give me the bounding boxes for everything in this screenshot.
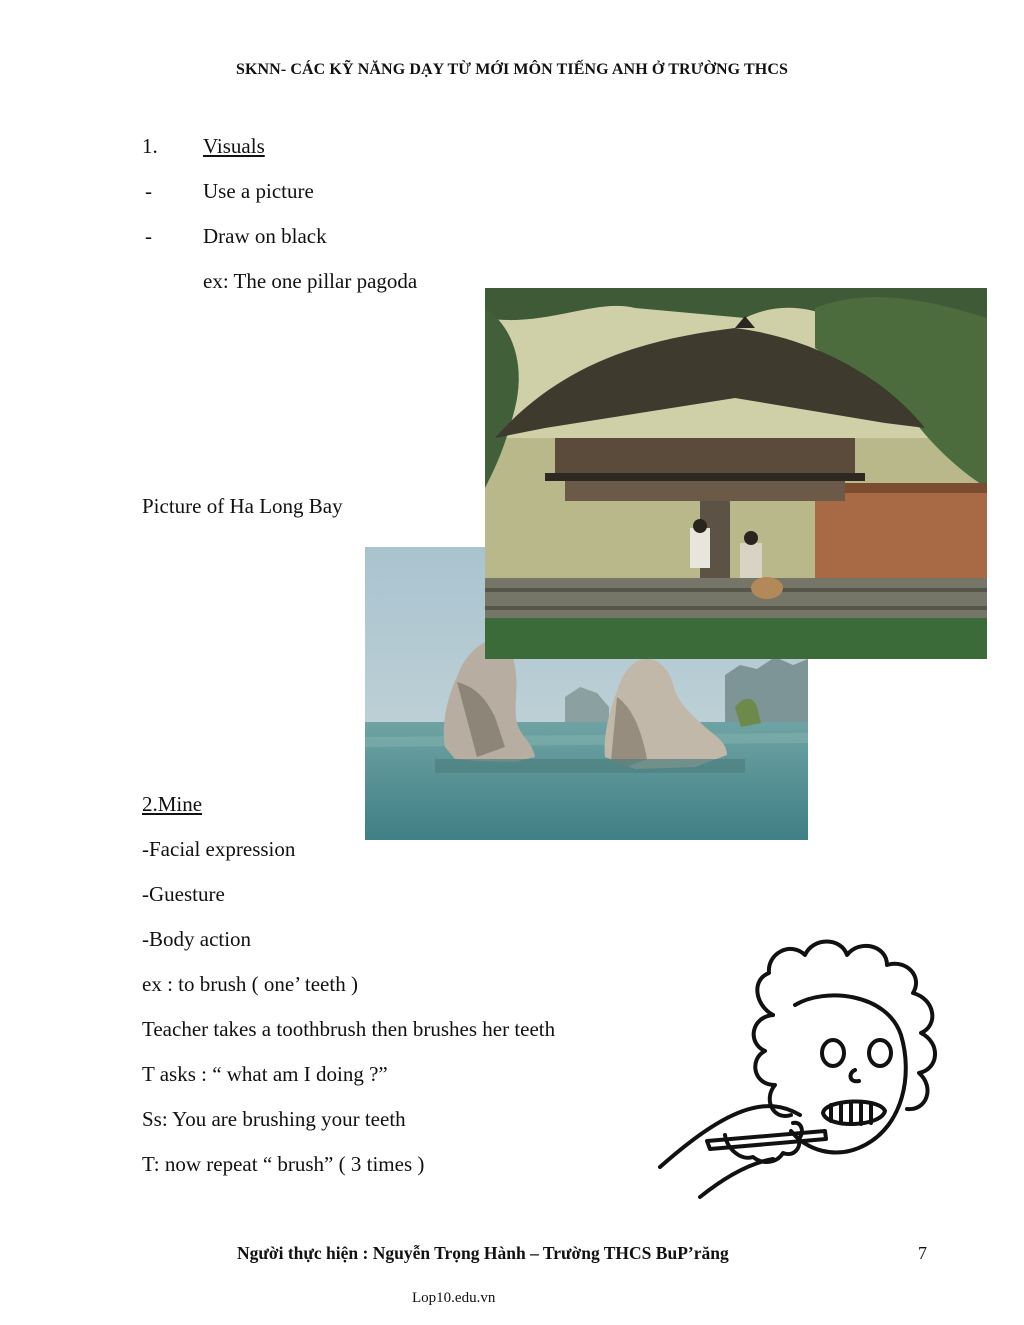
- brushing-teeth-drawing: [655, 935, 975, 1200]
- list-item-draw-on-black: Draw on black: [203, 224, 327, 248]
- one-pillar-pagoda-photo: [485, 288, 987, 659]
- text-line: T: now repeat “ brush” ( 3 times ): [142, 1152, 425, 1176]
- section-number: 1.: [142, 134, 158, 158]
- text-line: ex : to brush ( one’ teeth ): [142, 972, 358, 996]
- footer-author: Người thực hiện : Nguyễn Trọng Hành – Trường THCS BuP’răng: [237, 1243, 729, 1263]
- text-line: Teacher takes a toothbrush then brushes her teeth: [142, 1017, 556, 1041]
- footer-site: Lop10.edu.vn: [412, 1290, 496, 1306]
- section-title-visuals: Visuals: [203, 134, 265, 158]
- caption-ha-long-bay: Picture of Ha Long Bay: [142, 494, 343, 518]
- list-marker: -: [145, 224, 152, 248]
- text-line: Ss: You are brushing your teeth: [142, 1107, 406, 1131]
- page-header: SKNN- CÁC KỸ NĂNG DẠY TỪ MỚI MÔN TIẾNG ANH Ở TRƯỜNG THCS: [235, 61, 788, 78]
- text-line: -Facial expression: [142, 837, 296, 861]
- page-number: 7: [918, 1243, 927, 1263]
- text-line: T asks : “ what am I doing ?”: [142, 1062, 388, 1086]
- section-title-mine: 2.Mine: [142, 792, 203, 816]
- text-line: -Guesture: [142, 882, 225, 906]
- list-marker: -: [145, 179, 152, 203]
- text-line: -Body action: [142, 927, 252, 951]
- example-pagoda: ex: The one pillar pagoda: [203, 269, 418, 293]
- list-item-use-picture: Use a picture: [203, 179, 314, 203]
